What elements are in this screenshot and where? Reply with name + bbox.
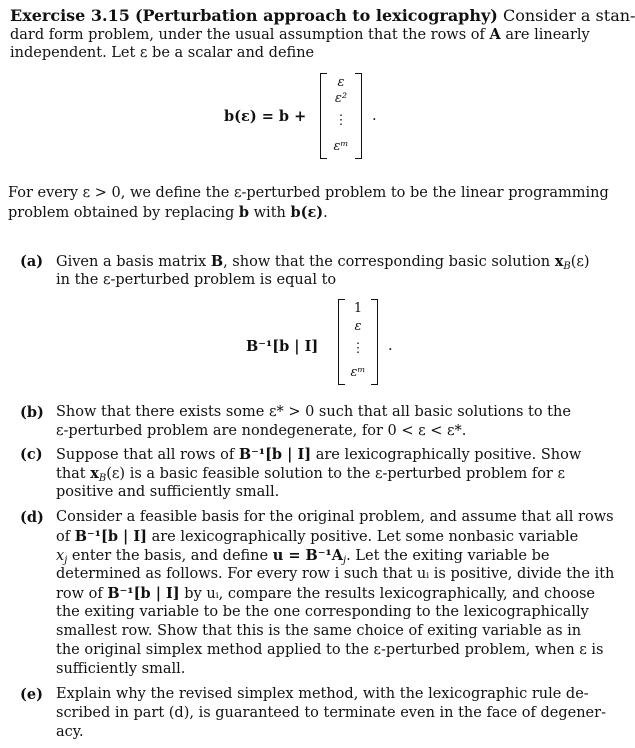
part-c-line-2: that $x_B(\varepsilon)$ is a basic feasible solution to the ε-perturbed problem for ε	[56, 465, 565, 484]
part-a-vector-entry: 1	[353, 301, 363, 316]
exercise-label: Exercise 3.15	[10, 6, 130, 25]
part-d-line-9: sufficiently small.	[56, 661, 186, 677]
para2-line-2: problem obtained by replacing b with b(ε).	[8, 204, 328, 221]
part-a-vector-vdots: ⋮	[351, 341, 365, 356]
def-vector-entry: ε	[337, 75, 345, 90]
part-c-line-3: positive and sufficiently small.	[56, 484, 280, 500]
part-a-vector-entry: ε	[354, 319, 362, 334]
part-a-eq-period: .	[388, 338, 393, 354]
def-eq-lhs: b(ε) = b +	[224, 108, 307, 125]
exercise-heading-line	[10, 6, 635, 25]
part-a-line-1: Given a basis matrix B, show that the corresponding basic solution $x_B(\varepsilon)$	[56, 253, 590, 272]
part-d-line-6: the exiting variable to be the one corresponding to the lexicographically	[56, 604, 589, 620]
part-d-line-7: smallest row. Show that this is the same choice of exiting variable as in	[56, 623, 582, 639]
part-d-label: (d)	[20, 509, 44, 526]
part-d-line-3: $x_j$ enter the basis, and define $u = B^{-1}A_j$. Let the exiting variable be	[56, 547, 550, 566]
part-a-line-2: in the ε-perturbed problem is equal to	[56, 272, 337, 288]
para2-line-1: For every ε > 0, we define the ε-perturbed problem to be the linear programming	[8, 185, 609, 201]
part-c-label: (c)	[20, 446, 43, 463]
part-d-line-4: determined as follows. For every row i such that uᵢ is positive, divide the ith	[56, 566, 615, 582]
part-c-line-1: Suppose that all rows of B⁻¹[b | I] are lexicographically positive. Show	[56, 446, 582, 463]
def-vector-entry: ε²	[334, 91, 348, 106]
intro-line-2: dard form problem, under the usual assumption that the rows of A are linearly	[10, 26, 590, 43]
def-vector-entry: εᵐ	[333, 139, 349, 154]
part-d-line-8: the original simplex method applied to the ε-perturbed problem, when ε is	[56, 642, 604, 658]
part-b-line-1: Show that there exists some ε* > 0 such that all basic solutions to the	[56, 404, 571, 420]
exercise-title: (Perturbation approach to lexicography)	[134, 6, 498, 25]
intro-text-1: Consider a stan-	[502, 6, 635, 25]
part-e-label: (e)	[20, 686, 43, 703]
part-d-line-2: of B⁻¹[b | I] are lexicographically positive. Let some nonbasic variable	[56, 528, 579, 545]
def-eq-vector	[320, 73, 362, 159]
def-vector-vdots: ⋮	[334, 113, 348, 128]
part-e-line-2: scribed in part (d), is guaranteed to terminate even in the face of degener-	[56, 705, 606, 721]
part-a-label: (a)	[20, 253, 44, 270]
part-a-vector-entry: εᵐ	[350, 365, 366, 380]
part-d-line-1: Consider a feasible basis for the original problem, and assume that all rows	[56, 509, 614, 525]
part-a-eq-lhs: B⁻¹[b | I]	[246, 338, 319, 355]
def-eq-period: .	[372, 108, 377, 124]
part-b-label: (b)	[20, 404, 44, 421]
part-b-line-2: ε-perturbed problem are nondegenerate, for 0 < ε < ε*.	[56, 423, 467, 439]
part-d-line-5: row of B⁻¹[b | I] by uᵢ, compare the results lexicographically, and choose	[56, 585, 595, 602]
intro-line-3: independent. Let ε be a scalar and define	[10, 45, 315, 61]
part-a-vector	[338, 299, 378, 385]
part-e-line-1: Explain why the revised simplex method, with the lexicographic rule de-	[56, 686, 589, 702]
part-e-line-3: acy.	[56, 724, 84, 740]
